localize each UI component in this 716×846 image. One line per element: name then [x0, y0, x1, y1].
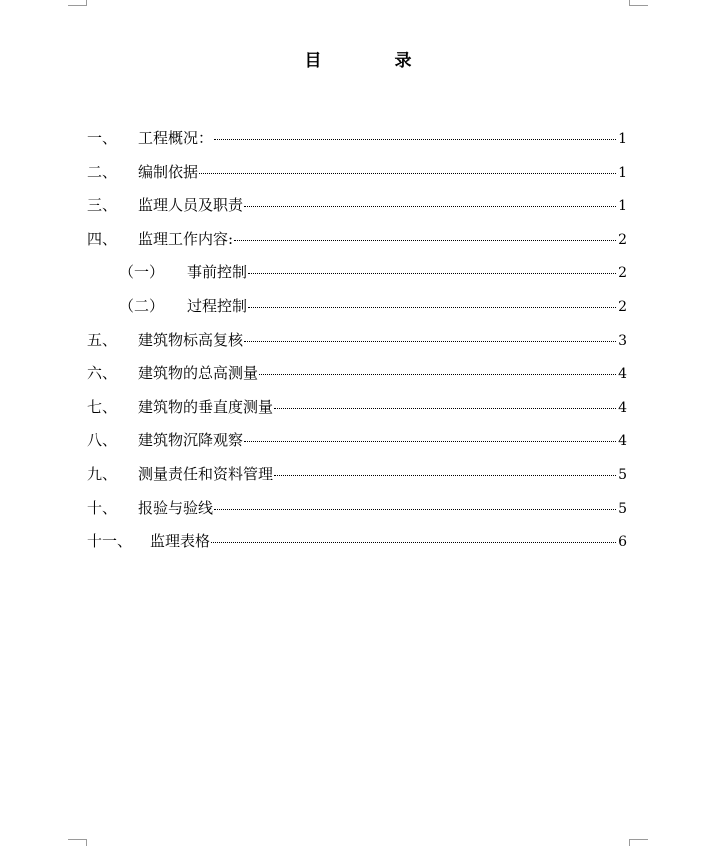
toc-entry-text: 监理工作内容: — [138, 229, 234, 248]
toc-entry-number: 一、 — [87, 129, 118, 147]
toc-dot-leader — [199, 172, 616, 174]
toc-entry-text: 事前控制 — [187, 263, 248, 282]
toc-dot-leader — [234, 239, 616, 241]
toc-entry-text: 建筑物标高复核 — [138, 330, 244, 349]
toc-entry-text: 建筑物的垂直度测量 — [138, 397, 274, 416]
toc-subentry-2[interactable] — [87, 294, 627, 328]
toc-entry-number: 八、 — [87, 431, 118, 450]
toc-dot-leader — [211, 541, 616, 543]
toc-entry-text: 测量责任和资料管理 — [138, 464, 274, 483]
toc-entry-text: 报验与验线 — [138, 498, 214, 517]
toc-dot-leader — [274, 407, 616, 409]
toc-entry-page: 4 — [618, 433, 627, 450]
toc-dot-leader — [259, 373, 616, 375]
crop-mark-top-left — [68, 0, 87, 6]
toc-entry-page: 4 — [618, 399, 627, 416]
toc-entry-number: 九、 — [87, 464, 118, 483]
toc-entry-6[interactable] — [87, 361, 627, 395]
toc-entry-page: 2 — [618, 231, 627, 248]
toc-entry-number: 五、 — [87, 330, 118, 349]
crop-mark-bottom-right — [629, 839, 648, 846]
toc-entry-page: 6 — [618, 534, 627, 551]
toc-entry-number: 十一、 — [87, 532, 133, 551]
toc-dot-leader — [214, 138, 616, 140]
toc-entry-number: 六、 — [87, 364, 118, 383]
toc-entry-text: 建筑物沉降观察 — [138, 431, 244, 450]
toc-entry-9[interactable] — [87, 462, 627, 496]
toc-entry-number: 二、 — [87, 162, 118, 181]
toc-entry-page: 3 — [618, 332, 627, 349]
toc-entry-number: （二） — [119, 296, 165, 315]
toc-dot-leader — [214, 508, 616, 510]
toc-dot-leader — [244, 205, 616, 207]
crop-mark-bottom-left — [68, 839, 87, 846]
toc-subentry-1[interactable] — [87, 260, 627, 294]
toc-entry-page: 1 — [618, 164, 627, 181]
toc-entry-page: 1 — [618, 198, 627, 215]
toc-entry-7[interactable] — [87, 395, 627, 429]
toc-entry-8[interactable] — [87, 428, 627, 462]
toc-entry-number: 四、 — [87, 229, 118, 248]
toc-entry-text: 工程概况： — [138, 129, 214, 147]
toc-entry-page: 4 — [618, 366, 627, 383]
toc-entry-5[interactable] — [87, 328, 627, 362]
toc-entry-10[interactable] — [87, 496, 627, 530]
toc-dot-leader — [244, 440, 616, 442]
toc-entry-3[interactable] — [87, 193, 627, 227]
toc-entry-2[interactable] — [87, 160, 627, 194]
toc-entry-text: 监理人员及职责 — [138, 196, 244, 215]
toc-entry-page: 5 — [618, 466, 627, 483]
toc-entry-11[interactable] — [87, 529, 627, 563]
toc-entry-number: 七、 — [87, 397, 118, 416]
toc-dot-leader — [248, 272, 616, 274]
toc-entry-number: 三、 — [87, 196, 118, 215]
toc-dot-leader — [244, 340, 616, 342]
toc-entry-4[interactable] — [87, 227, 627, 261]
toc-dot-leader — [274, 474, 616, 476]
toc-entry-number: 十、 — [87, 498, 118, 517]
toc-entry-text: 监理表格 — [150, 532, 211, 551]
toc-entry-page: 5 — [618, 500, 627, 517]
toc-entry-text: 编制依据 — [138, 162, 199, 181]
toc-dot-leader — [248, 306, 616, 308]
toc-entry-text: 过程控制 — [187, 296, 248, 315]
table-of-contents — [87, 126, 627, 563]
toc-entry-text: 建筑物的总高测量 — [138, 364, 259, 383]
crop-mark-top-right — [629, 0, 648, 6]
toc-title: 目 录 — [304, 51, 440, 71]
toc-entry-number: （一） — [119, 263, 165, 282]
toc-entry-1[interactable] — [87, 126, 627, 160]
toc-entry-page: 2 — [618, 265, 627, 282]
toc-entry-page: 2 — [618, 298, 627, 315]
toc-entry-page: 1 — [618, 131, 627, 147]
